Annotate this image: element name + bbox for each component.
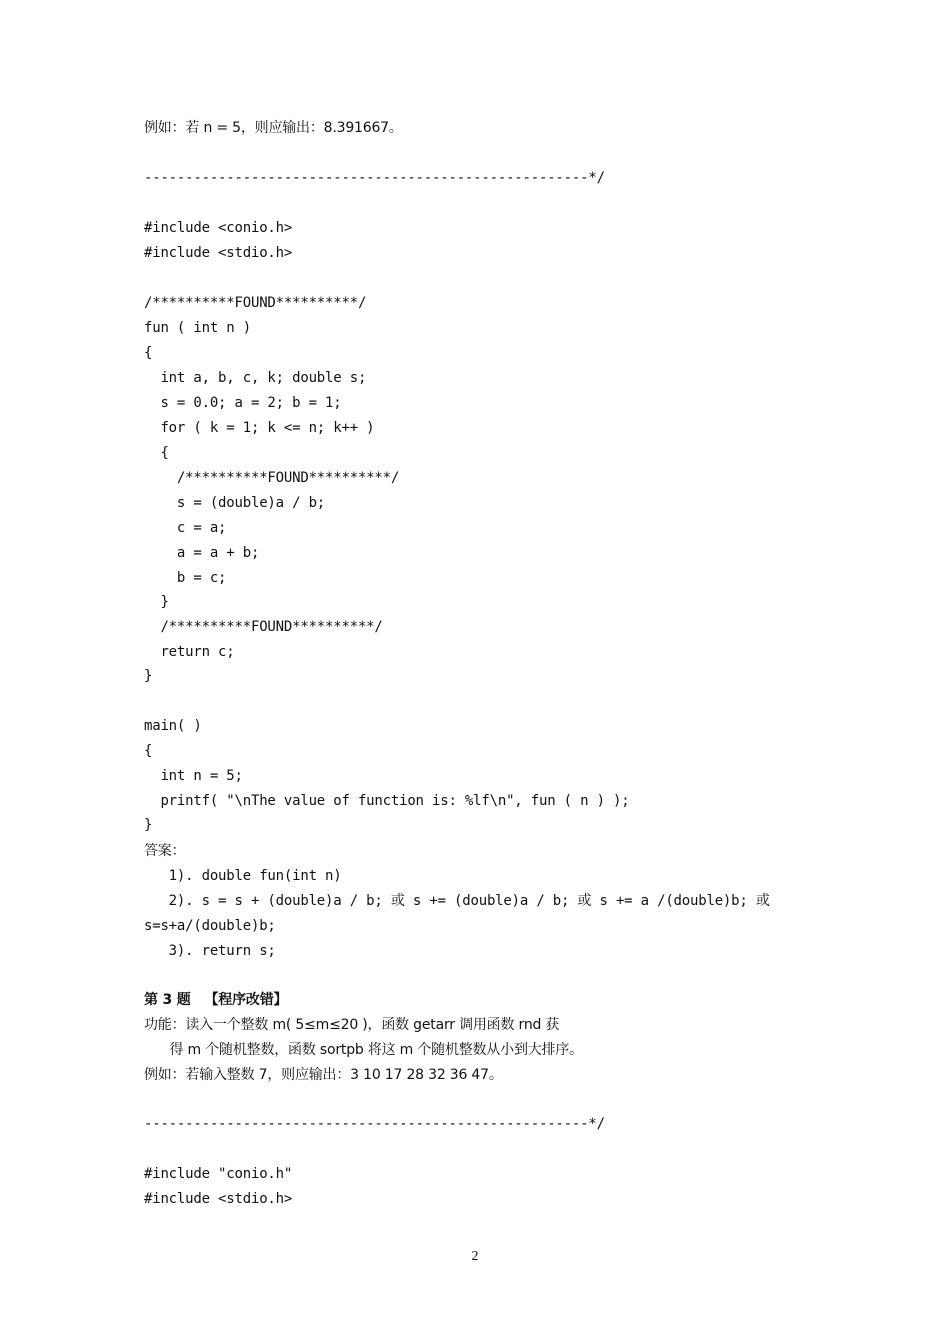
example-line: 例如：若 n = 5，则应输出：8.391667。 xyxy=(144,120,403,136)
separator-line: ------------------------------------------------------*/ xyxy=(144,1116,605,1132)
answer-line: 2). s = s + (double)a / b; 或 s += (double)a / b; 或 s += a /(double)b; 或 xyxy=(144,893,770,909)
function-description: 得 m 个随机整数，函数 sortpb 将这 m 个随机整数从小到大排序。 xyxy=(144,1042,583,1058)
code-line: s = (double)a / b; xyxy=(144,495,326,511)
code-line: { xyxy=(144,445,169,461)
code-line: } xyxy=(144,817,153,833)
code-line: #include <stdio.h> xyxy=(144,245,293,261)
code-line: #include <conio.h> xyxy=(144,220,293,236)
code-line: c = a; xyxy=(144,520,227,536)
answer-heading: 答案： xyxy=(144,843,186,859)
code-line: /**********FOUND**********/ xyxy=(144,295,367,311)
code-line: int n = 5; xyxy=(144,768,243,784)
code-line: b = c; xyxy=(144,570,227,586)
code-line: { xyxy=(144,345,153,361)
code-line: int a, b, c, k; double s; xyxy=(144,370,367,386)
code-line: s = 0.0; a = 2; b = 1; xyxy=(144,395,342,411)
code-line: return c; xyxy=(144,644,235,660)
code-line: /**********FOUND**********/ xyxy=(144,470,400,486)
answer-line: 1). double fun(int n) xyxy=(144,868,342,884)
code-line: main( ) xyxy=(144,718,202,734)
page-number: 2 xyxy=(471,1249,479,1264)
code-line: #include <stdio.h> xyxy=(144,1191,293,1207)
code-line: for ( k = 1; k <= n; k++ ) xyxy=(144,420,375,436)
code-line: } xyxy=(144,594,169,610)
answer-line: s=s+a/(double)b; xyxy=(144,918,276,934)
separator-line: ------------------------------------------------------*/ xyxy=(144,170,605,186)
example-line: 例如：若输入整数 7，则应输出：3 10 17 28 32 36 47。 xyxy=(144,1067,503,1083)
code-line: /**********FOUND**********/ xyxy=(144,619,383,635)
function-description: 功能：读入一个整数 m( 5≤m≤20 )，函数 getarr 调用函数 rnd 获 xyxy=(144,1017,560,1033)
code-line: fun ( int n ) xyxy=(144,320,251,336)
code-line: } xyxy=(144,668,153,684)
code-line: { xyxy=(144,743,153,759)
code-line: #include "conio.h" xyxy=(144,1166,293,1182)
code-line: printf( "\nThe value of function is: %lf\n", fun ( n ) ); xyxy=(144,793,630,809)
answer-line: 3). return s; xyxy=(144,943,276,959)
code-line: a = a + b; xyxy=(144,545,260,561)
question-title: 第 3 题 【程序改错】 xyxy=(144,992,288,1008)
